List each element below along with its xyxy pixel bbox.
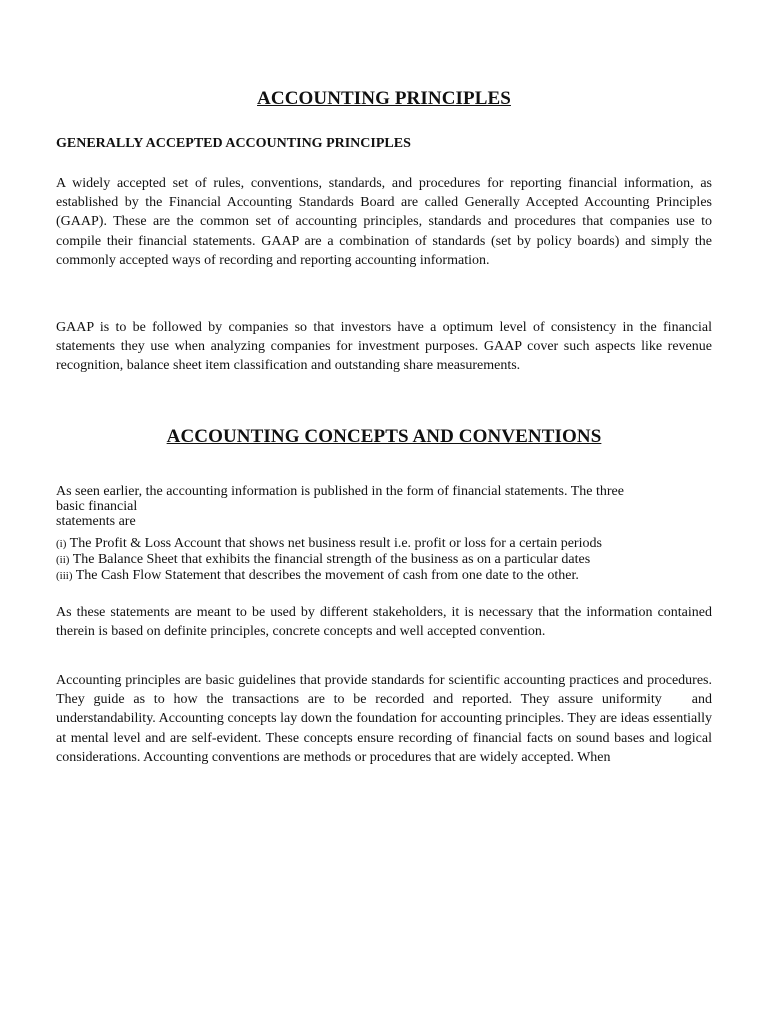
list-item-number: (i) <box>56 538 67 550</box>
intro-line-3: statements are <box>56 514 136 529</box>
paragraph-principles-concepts <box>56 671 712 767</box>
list-item <box>56 552 736 568</box>
section-title-concepts: ACCOUNTING CONCEPTS AND CONVENTIONS <box>166 426 602 447</box>
list-item-text: The Cash Flow Statement that describes the movement of cash from one date to the other. <box>75 568 579 583</box>
paragraph-part-1: Accounting principles are basic guidelines that provide standards for scientific accounting practices and procedures. They guide as to how the transactions are to be recorded and reported. They assure uniformity <box>56 673 712 708</box>
intro-line-1: As seen earlier, the accounting information is published in the form of financial statements. The three <box>56 484 624 499</box>
paragraph-gaap-definition: A widely accepted set of rules, conventions, standards, and procedures for reporting financial information, as established by the Financial Accounting Standards Board are called Generally Accepted Accounting Principles (GAAP). These are the common set of accounting principles, standards and procedures that companies use to compile their financial statements. GAAP are a combination of standards (set by policy boards) and simply the commonly accepted ways of recording and reporting accounting information. <box>56 176 712 268</box>
intro-paragraph <box>56 484 624 529</box>
list-item-number: (iii) <box>56 570 73 582</box>
list-item-text: The Profit & Loss Account that shows net business result i.e. profit or loss for a certain periods <box>69 536 602 551</box>
paragraph-gaap-purpose: GAAP is to be followed by companies so that investors have a optimum level of consistency in the financial statements they use when analyzing companies for investment purposes. GAAP cover such aspects like revenue recognition, balance sheet item classification and outstanding share measurements. <box>56 320 712 374</box>
intro-line-2: basic financial <box>56 499 138 514</box>
paragraph-part-2: and understandability. Accounting concepts lay down the foundation for accounting principles. They are ideas essentially at mental level and are self-evident. These concepts ensure recording of financial facts on sound bases and logical considerations. Accounting conventions are methods or procedures that are widely accepted. When <box>56 692 712 765</box>
list-item <box>56 568 736 584</box>
page-title: ACCOUNTING PRINCIPLES <box>257 88 511 109</box>
statements-list <box>56 536 736 584</box>
section-heading-gaap: GENERALLY ACCEPTED ACCOUNTING PRINCIPLES <box>56 136 411 151</box>
paragraph-stakeholders: As these statements are meant to be used by different stakeholders, it is necessary that the information contained therein is based on definite principles, concrete concepts and well accepted convention. <box>56 605 712 640</box>
list-item-text: The Balance Sheet that exhibits the financial strength of the business as on a particular dates <box>72 552 591 567</box>
list-item <box>56 536 736 552</box>
list-item-number: (ii) <box>56 554 70 566</box>
